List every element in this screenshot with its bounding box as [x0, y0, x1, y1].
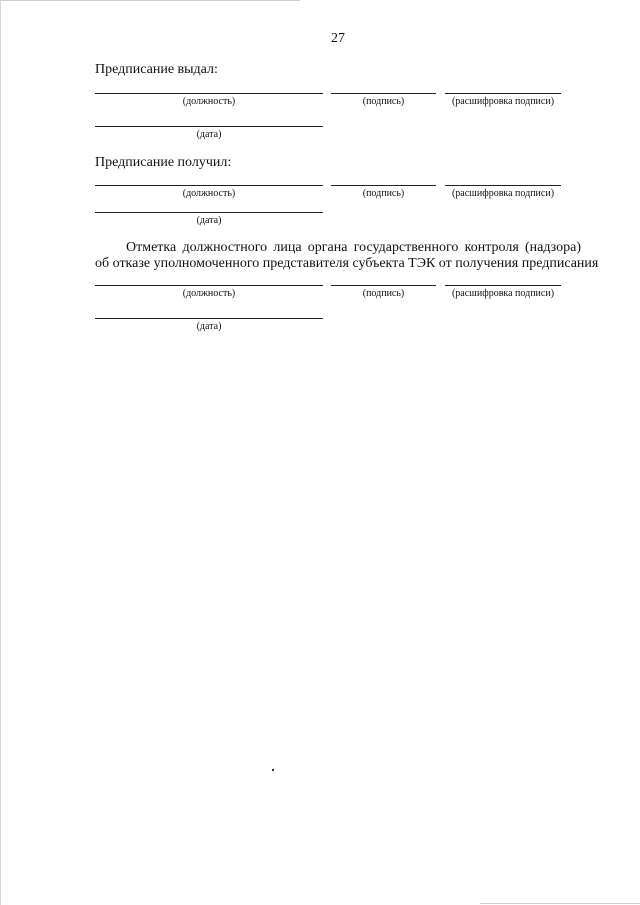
received-by-heading: Предписание получил: [95, 155, 232, 170]
refusal-date-caption: (дата) [196, 321, 222, 332]
scan-edge-bottom [480, 903, 640, 904]
received-position-caption: (должность) [182, 188, 236, 199]
refusal-note-line-2: об отказе уполномоченного представителя субъекта ТЭК от получения предписания [95, 256, 599, 271]
issued-decoding-line [445, 93, 561, 94]
received-signature-line [331, 185, 436, 186]
issued-date-line [95, 126, 323, 127]
refusal-signature-caption: (подпись) [362, 288, 405, 299]
received-decoding-line [445, 185, 561, 186]
issued-signature-caption: (подпись) [362, 96, 405, 107]
refusal-position-caption: (должность) [182, 288, 236, 299]
received-position-line [95, 185, 323, 186]
received-signature-caption: (подпись) [362, 188, 405, 199]
received-date-line [95, 212, 323, 213]
refusal-note-line-1: Отметка должностного лица органа государственного контроля (надзора) [126, 240, 581, 255]
refusal-date-line [95, 318, 323, 319]
issued-decoding-caption: (расшифровка подписи) [451, 96, 555, 107]
refusal-position-line [95, 285, 323, 286]
issued-position-caption: (должность) [182, 96, 236, 107]
refusal-signature-line [331, 285, 436, 286]
issued-signature-line [331, 93, 436, 94]
issued-by-heading: Предписание выдал: [95, 62, 218, 77]
refusal-decoding-line [445, 285, 561, 286]
received-date-caption: (дата) [196, 215, 222, 226]
page-number: 27 [331, 31, 345, 46]
scan-speck [272, 769, 274, 771]
scan-edge-left [0, 0, 1, 905]
refusal-note-paragraph [95, 240, 599, 272]
scan-edge-top [0, 0, 300, 1]
refusal-decoding-caption: (расшифровка подписи) [451, 288, 555, 299]
received-decoding-caption: (расшифровка подписи) [451, 188, 555, 199]
issued-date-caption: (дата) [196, 129, 222, 140]
issued-position-line [95, 93, 323, 94]
